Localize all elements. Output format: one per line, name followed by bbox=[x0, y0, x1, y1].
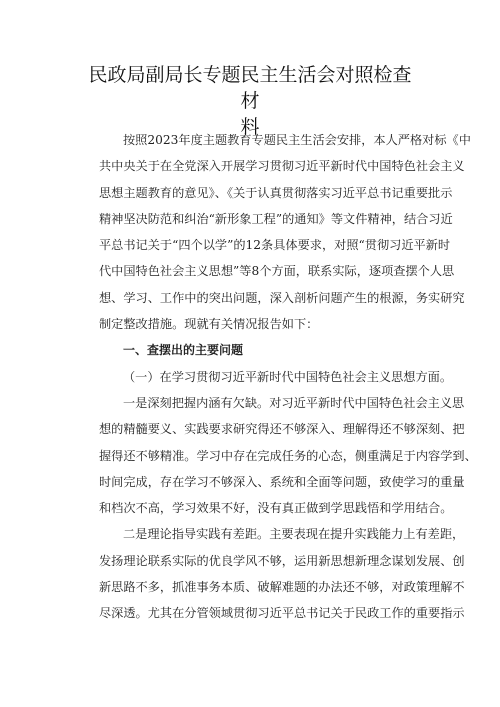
body-text-line: 一是深刻把握内涵有欠缺。对习近平新时代中国特色社会主义思 bbox=[123, 395, 465, 410]
body-text-line: 时间完成，存在学习不够深入、系统和全面等问题，致使学习的重量 bbox=[99, 474, 465, 489]
title-line-1: 民政局副局长专题民主生活会对照检查材 bbox=[88, 64, 412, 112]
body-text-line: 和档次不高，学习效果不好，没有真正做到学思践悟和学用结合。 bbox=[99, 501, 453, 516]
body-text-line: 代中国特色社会主义思想”等8个方面，联系实际，逐项查摆个人思 bbox=[99, 264, 455, 279]
body-text-line: 精神坚决防范和纠治“新形象工程”的通知》等文件精神，结合习近 bbox=[99, 211, 453, 226]
body-text-line: 共中央关于在全党深入开展学习贯彻习近平新时代中国特色社会主义 bbox=[99, 159, 465, 174]
body-text-line: 二是理论指导实践有差距。主要表现在提升实践能力上有差距， bbox=[123, 527, 465, 542]
body-text-line: 发扬理论联系实际的优良学风不够，运用新思想新理念谋划发展、创 bbox=[99, 553, 465, 568]
body-text-line: 尽深透。尤其在分管领域贯彻习近平总书记关于民政工作的重要指示 bbox=[99, 606, 465, 621]
document-body bbox=[99, 127, 477, 627]
body-text-line: 想、学习、工作中的突出问题，深入剖析问题产生的根源，务实研究 bbox=[99, 290, 465, 305]
body-text-line: 制定整改措施。现就有关情况报告如下： bbox=[99, 317, 319, 332]
body-text-line: 思想主题教育的意见》、《关于认真贯彻落实习近平总书记重要批示 bbox=[99, 185, 453, 200]
body-text-line: 想的精髓要义、实践要求研究得还不够深入、理解得还不够深刻、把 bbox=[99, 422, 465, 437]
body-text-line: 平总书记关于“四个以学”的12条具体要求，对照“贯彻习近平新时 bbox=[99, 238, 451, 253]
body-text-line: 按照2023年度主题教育专题民主生活会安排，本人严格对标《中 bbox=[123, 133, 471, 147]
section-heading: 一、查摆出的主要问题 bbox=[123, 343, 244, 358]
body-text-line: （一）在学习贯彻习近平新时代中国特色社会主义思想方面。 bbox=[123, 369, 453, 384]
title-line-2: 料 bbox=[240, 116, 260, 138]
body-text-line: 新思路不多，抓准事务本质、破解难题的办法还不够，对政策理解不 bbox=[99, 580, 465, 595]
body-text-line: 握得还不够精准。学习中存在完成任务的心态，侧重满足于内容学到、 bbox=[99, 448, 477, 463]
